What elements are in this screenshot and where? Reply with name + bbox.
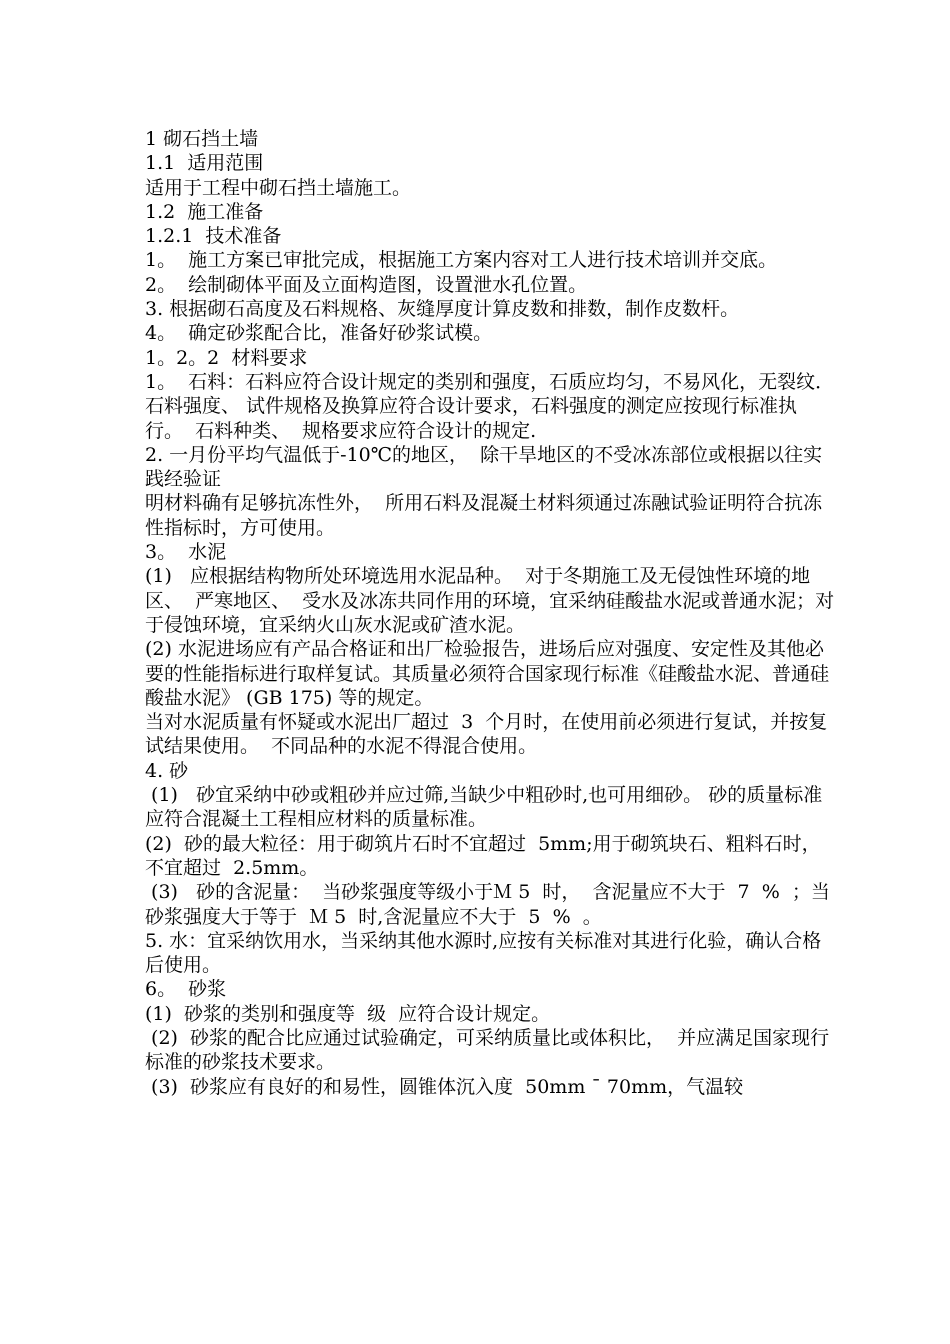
- list-item: 6。 砂浆: [145, 978, 227, 1001]
- subsection-heading: 1.2.1 技术准备: [145, 225, 282, 248]
- list-item: (2) 水泥进场应有产品合格证和出厂检验报告，进场后应对强度、安定性及其他必要的性能指标进行取样复试。其质量必须符合国家现行标准《硅酸盐水泥、普通硅酸盐水泥》 (GB 175) 等的规定。: [145, 638, 830, 709]
- section-heading: 1 砌石挡土墙: [145, 128, 259, 150]
- list-item: 1。 石料：石料应符合设计规定的类别和强度，石质应均匀，不易风化，无裂纹．石料强度、 试件规格及换算应符合设计要求，石料强度的测定应按现行标准执行。 石料种类、 规格要求应符合设计的规定.: [145, 370, 835, 442]
- list-item: (1) 应根据结构物所处环境选用水泥品种。 对于冬期施工及无侵蚀性环境的地区、 严寒地区、 受水及冰冻共同作用的环境，宜采纳硅酸盐水泥或普通水泥；对于侵蚀环境，宜采纳火山灰水泥或矿渣水泥。: [145, 565, 835, 636]
- subsection-heading: 1.2 施工准备: [145, 200, 264, 223]
- paragraph: 适用于工程中砌石挡土墙施工。: [145, 176, 412, 199]
- list-item: 2. 一月份平均气温低于-10℃的地区， 除干旱地区的不受冰冻部位或根据以往实践经验证: [145, 443, 823, 491]
- paragraph: 当对水泥质量有怀疑或水泥出厂超过 3 个月时，在使用前必须进行复试，并按复试结果使用。 不同品种的水泥不得混合使用。: [145, 711, 828, 758]
- paragraph: 明材料确有足够抗冻性外， 所用石料及混凝土材料须通过冻融试验证明符合抗冻性指标时，方可使用。: [145, 492, 823, 539]
- list-item: 4. 砂: [145, 759, 189, 782]
- list-item: 4。 确定砂浆配合比，准备好砂浆试模。: [145, 322, 493, 345]
- list-item: 2。 绘制砌体平面及立面构造图，设置泄水孔位置。: [145, 273, 588, 296]
- list-item: (1) 砂宜采纳中砂或粗砂并应过筛,当缺少中粗砂时,也可用细砂。 砂的质量标准应符合混凝土工程相应材料的质量标准。: [145, 784, 823, 831]
- subsection-heading: 1。2。2 材料要求: [145, 346, 308, 369]
- list-item: 3. 根据砌石高度及石料规格、灰缝厚度计算皮数和排数，制作皮数杆。: [145, 298, 740, 321]
- list-item: (3) 砂浆应有良好的和易性，圆锥体沉入度 50mm ¯ 70mm，气温较: [145, 1075, 744, 1098]
- list-item: (2) 砂的最大粒径：用于砌筑片石时不宜超过 5mm;用于砌筑块石、粗料石时，不宜超过 2.5mm。: [145, 832, 821, 879]
- list-item: 3。 水泥: [145, 541, 227, 564]
- list-item: (1) 砂浆的类别和强度等 级 应符合设计规定。: [145, 1002, 551, 1025]
- list-item: 1。 施工方案已审批完成，根据施工方案内容对工人进行技术培训并交底。: [145, 249, 778, 272]
- document-body: [145, 127, 835, 1099]
- list-item: (3) 砂的含泥量： 当砂浆强度等级小于Ｍ 5 时， 含泥量应不大于 7 % ；当砂浆强度大于等于 Ｍ 5 时,含泥量应不大于 5 % 。: [145, 881, 830, 928]
- subsection-heading: 1.1 适用范围: [145, 152, 264, 175]
- list-item: 5. 水：宜采纳饮用水，当采纳其他水源时,应按有关标准对其进行化验，确认合格后使用。: [145, 929, 822, 977]
- list-item: (2) 砂浆的配合比应通过试验确定，可采纳质量比或体积比， 并应满足国家现行标准的砂浆技术要求。: [145, 1026, 830, 1074]
